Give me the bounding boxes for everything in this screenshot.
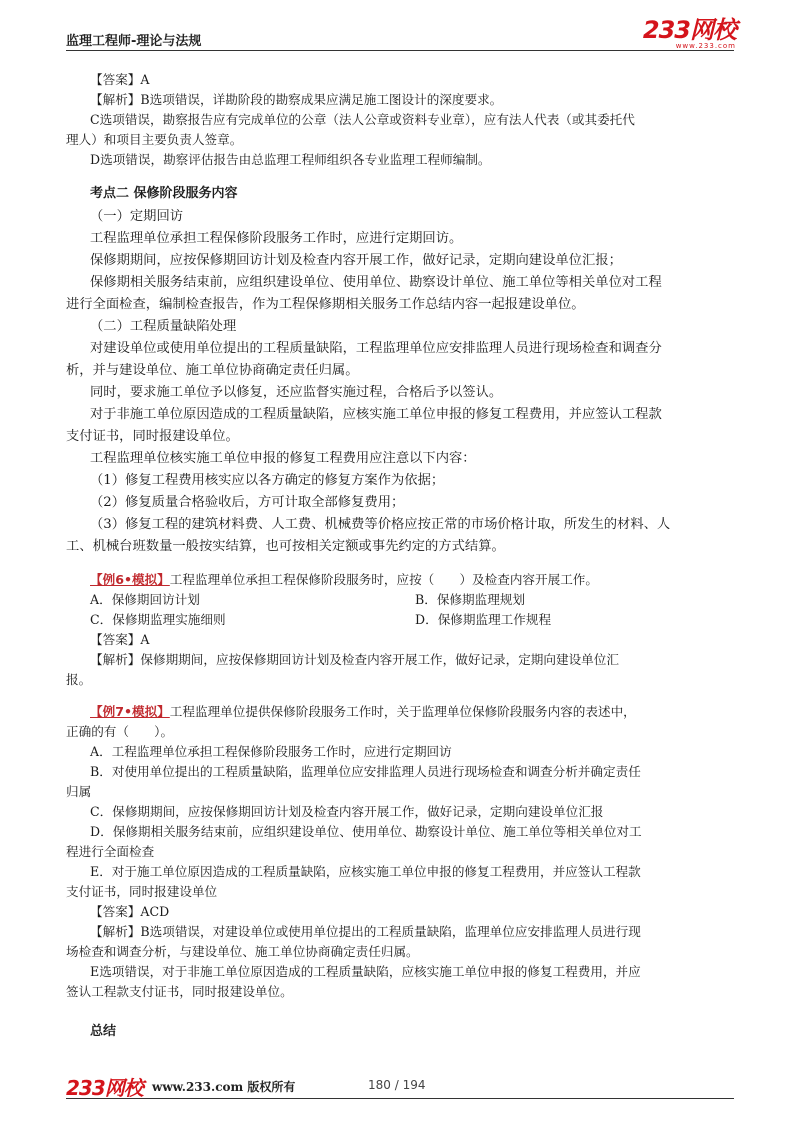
header-divider — [66, 50, 734, 51]
option-e: 支付证书，同时报建设单位 — [66, 884, 218, 899]
question-stem: 工程监理单位提供保修阶段服务工作时，关于监理单位保修阶段服务内容的表述中， — [169, 704, 636, 719]
example-7-analysis: E选项错误，对于非施工单位原因造成的工程质量缺陷，应核实施工单位申报的修复工程费用，并应 — [90, 964, 641, 979]
option-a: A．工程监理单位承担工程保修阶段服务工作时，应进行定期回访 — [90, 744, 452, 759]
option-b: B．保修期监理规划 — [415, 592, 526, 607]
example-6-options — [66, 590, 726, 630]
section-title: 考点二 保修阶段服务内容 — [90, 186, 238, 201]
header-title: 监理工程师-理论与法规 — [66, 34, 202, 49]
option-c: C．保修期期间，应按保修期回访计划及检查内容开展工作，做好记录，定期向建设单位汇报 — [90, 804, 604, 819]
answer-line: 【答案】A — [90, 72, 150, 87]
list-item: 工、机械台班数量一般按实结算，也可按相关定额或事先约定的方式结算。 — [66, 539, 505, 554]
paragraph: 保修期相关服务结束前，应组织建设单位、使用单位、勘察设计单位、施工单位等相关单位对工程 — [90, 275, 662, 290]
footer-copyright: www.233.com 版权所有 — [152, 1080, 296, 1094]
analysis-line: C选项错误，勘察报告应有完成单位的公章（法人公章或资料专业章），应有法人代表（或其委托代 — [90, 112, 635, 127]
paragraph: 工程监理单位承担工程保修阶段服务工作时，应进行定期回访。 — [90, 231, 463, 246]
example-6-question — [66, 570, 726, 590]
example-6-analysis: 【解析】保修期期间，应按保修期回访计划及检查内容开展工作，做好记录，定期向建设单位汇 — [90, 652, 619, 667]
example-7-analysis: 签认工程款支付证书，同时报建设单位。 — [66, 984, 293, 999]
subsection-title: （一）定期回访 — [90, 209, 184, 224]
example-7-answer: 【答案】ACD — [90, 904, 170, 919]
paragraph: 对于非施工单位原因造成的工程质量缺陷，应核实施工单位申报的修复工程费用，并应签认工程款 — [90, 407, 662, 422]
analysis-line: D选项错误，勘察评估报告由总监理工程师组织各专业监理工程师编制。 — [90, 152, 491, 167]
example-tag: 【例7•模拟】 — [90, 704, 170, 719]
question-stem: 正确的有（ ）。 — [66, 724, 174, 739]
page-number: 180 / 194 — [368, 1078, 426, 1092]
paragraph: 析，并与建设单位、施工单位协商确定责任归属。 — [66, 363, 359, 378]
option-c: C．保修期监理实施细则 — [90, 612, 226, 627]
example-7-analysis: 场检查和调查分析，与建设单位、施工单位协商确定责任归属。 — [66, 944, 419, 959]
summary-title: 总结 — [90, 1024, 117, 1039]
option-b: 归属 — [66, 784, 92, 799]
paragraph: 支付证书，同时报建设单位。 — [66, 429, 239, 444]
list-item: （3）修复工程的建筑材料费、人工费、机械费等价格应按正常的市场价格计取，所发生的材料、人 — [90, 517, 671, 532]
example-6-answer: 【答案】A — [90, 632, 150, 647]
footer-logo: 233网校 — [66, 1076, 143, 1100]
option-d: D．保修期相关服务结束前，应组织建设单位、使用单位、勘察设计单位、施工单位等相关单位对工 — [90, 824, 642, 839]
example-tag: 【例6•模拟】 — [90, 572, 170, 587]
logo-url: www.233.com — [675, 42, 736, 50]
paragraph: 对建设单位或使用单位提出的工程质量缺陷，工程监理单位应安排监理人员进行现场检查和调查分 — [90, 341, 662, 356]
list-item: （1）修复工程费用核实应以各方确定的修复方案作为依据； — [90, 473, 445, 488]
logo-text: 233网校 — [642, 16, 736, 44]
subsection-title: （二）工程质量缺陷处理 — [90, 319, 237, 334]
analysis-line: 理人）和项目主要负责人签章。 — [66, 132, 243, 147]
option-d: D．保修期监理工作规程 — [415, 612, 552, 627]
option-e: E．对于施工单位原因造成的工程质量缺陷，应核实施工单位申报的修复工程费用，并应签认工程款 — [90, 864, 641, 879]
paragraph: 同时，要求施工单位予以修复，还应监督实施过程，合格后予以签认。 — [90, 385, 503, 400]
paragraph: 保修期期间，应按保修期回访计划及检查内容开展工作，做好记录，定期向建设单位汇报； — [90, 253, 622, 268]
footer-divider — [66, 1098, 734, 1099]
paragraph: 进行全面检查，编制检查报告，作为工程保修期相关服务工作总结内容一起报建设单位。 — [66, 297, 585, 312]
question-stem: 工程监理单位承担工程保修阶段服务时，应按（ ）及检查内容开展工作。 — [169, 572, 598, 587]
option-d: 程进行全面检查 — [66, 844, 155, 859]
example-7-analysis: 【解析】B选项错误，对建设单位或使用单位提出的工程质量缺陷，监理单位应安排监理人员进行现 — [90, 924, 641, 939]
list-item: （2）修复质量合格验收后，方可计取全部修复费用； — [90, 495, 405, 510]
example-7-question — [66, 702, 726, 722]
paragraph: 工程监理单位核实施工单位申报的修复工程费用应注意以下内容： — [90, 451, 476, 466]
brand-logo — [643, 18, 736, 50]
option-b: B．对使用单位提出的工程质量缺陷，监理单位应安排监理人员进行现场检查和调查分析并确定责任 — [90, 764, 641, 779]
document-body — [66, 70, 726, 1044]
option-a: A．保修期回访计划 — [90, 592, 200, 607]
example-6-analysis: 报。 — [66, 672, 92, 687]
analysis-line: 【解析】B选项错误，详勘阶段的勘察成果应满足施工图设计的深度要求。 — [90, 92, 503, 107]
